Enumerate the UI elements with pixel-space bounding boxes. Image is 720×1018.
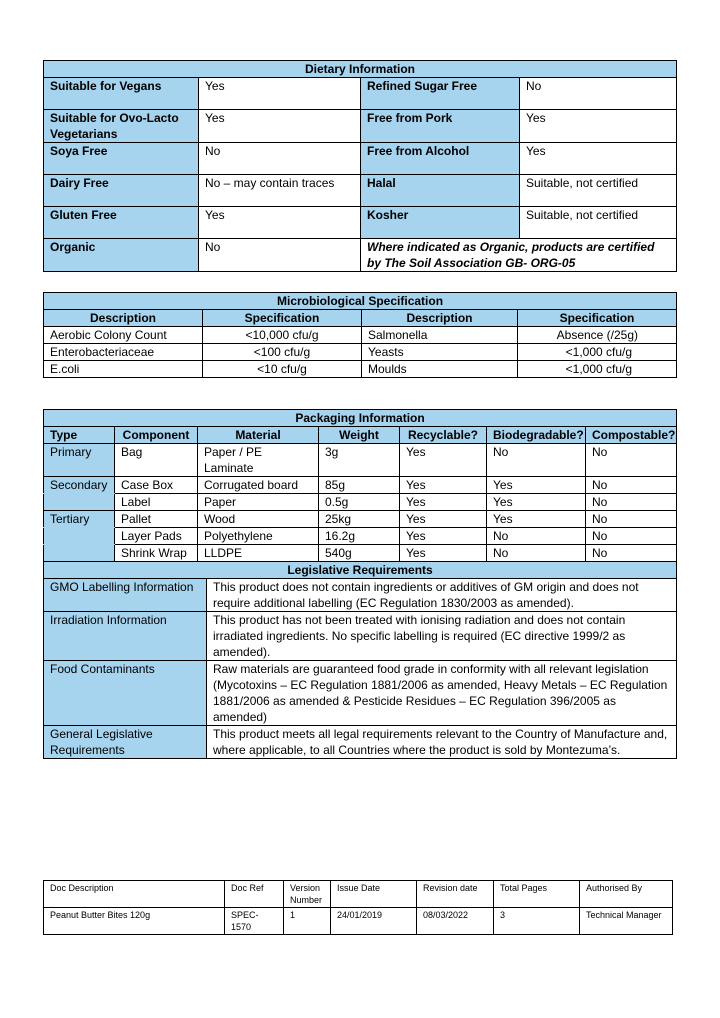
packaging-cell: Yes bbox=[400, 528, 487, 545]
packaging-cell: Yes bbox=[487, 511, 586, 528]
packaging-type: Tertiary bbox=[44, 511, 115, 528]
legislative-label: General Legislative Requirements bbox=[44, 726, 207, 759]
dietary-value: No bbox=[520, 78, 677, 110]
packaging-header: Material bbox=[198, 427, 319, 444]
packaging-cell: No bbox=[586, 494, 677, 511]
legislative-table bbox=[43, 561, 677, 759]
legislative-title: Legislative Requirements bbox=[44, 562, 677, 579]
packaging-cell: Shrink Wrap bbox=[115, 545, 198, 562]
packaging-cell: 3g bbox=[319, 444, 400, 477]
packaging-title: Packaging Information bbox=[44, 410, 677, 427]
dietary-value: Suitable, not certified bbox=[520, 207, 677, 239]
footer-value: Technical Manager bbox=[580, 908, 673, 935]
footer-value: 24/01/2019 bbox=[331, 908, 417, 935]
micro-cell: Yeasts bbox=[362, 344, 518, 361]
dietary-value: Yes bbox=[199, 207, 361, 239]
packaging-cell: No bbox=[586, 528, 677, 545]
dietary-value: No bbox=[199, 143, 361, 175]
legislative-text: This product meets all legal requirements relevant to the Country of Manufacture and, where applicable, to all Countries where the product is sold by Montezuma’s. bbox=[207, 726, 677, 759]
footer-header: Authorised By bbox=[580, 881, 673, 908]
packaging-cell: Corrugated board bbox=[198, 477, 319, 494]
footer-header: Issue Date bbox=[331, 881, 417, 908]
micro-cell: E.coli bbox=[44, 361, 203, 378]
packaging-type: Primary bbox=[44, 444, 115, 477]
footer-header: Revision date bbox=[417, 881, 494, 908]
legislative-text: This product has not been treated with ionising radiation and does not contain irradiated ingredients. No specific labelling is required (EC directive 1999/2 as amended). bbox=[207, 612, 677, 661]
legislative-text: Raw materials are guaranteed food grade in conformity with all relevant legislation (Mycotoxins – EC Regulation 1881/2006 as amended, Heavy Metals – EC Regulation 1881/2006 as amended & Pesticide Residues – EC Regulation 396/2005 as amended) bbox=[207, 661, 677, 726]
dietary-label: Suitable for Ovo-Lacto Vegetarians bbox=[44, 110, 199, 143]
footer-value: 1 bbox=[284, 908, 331, 935]
footer-header: Doc Ref bbox=[225, 881, 284, 908]
footer-header: Doc Description bbox=[44, 881, 225, 908]
footer-value: 08/03/2022 bbox=[417, 908, 494, 935]
packaging-cell: Pallet bbox=[115, 511, 198, 528]
dietary-label: Gluten Free bbox=[44, 207, 199, 239]
packaging-cell: No bbox=[487, 528, 586, 545]
packaging-header: Compostable? bbox=[586, 427, 677, 444]
packaging-type bbox=[44, 528, 115, 545]
micro-cell: <100 cfu/g bbox=[203, 344, 362, 361]
dietary-label: Halal bbox=[361, 175, 520, 207]
dietary-label: Free from Pork bbox=[361, 110, 520, 143]
packaging-cell: Yes bbox=[400, 444, 487, 477]
packaging-cell: Wood bbox=[198, 511, 319, 528]
packaging-cell: Label bbox=[115, 494, 198, 511]
organic-note: Where indicated as Organic, products are certified by The Soil Association GB- ORG-05 bbox=[361, 239, 677, 272]
micro-header: Specification bbox=[518, 310, 677, 327]
micro-cell: <10,000 cfu/g bbox=[203, 327, 362, 344]
micro-cell: <10 cfu/g bbox=[203, 361, 362, 378]
micro-cell: Absence (/25g) bbox=[518, 327, 677, 344]
dietary-value: No bbox=[199, 239, 361, 272]
packaging-type: Secondary bbox=[44, 477, 115, 494]
packaging-cell: Yes bbox=[487, 477, 586, 494]
packaging-cell: LLDPE bbox=[198, 545, 319, 562]
packaging-cell: Bag bbox=[115, 444, 198, 477]
packaging-type bbox=[44, 494, 115, 511]
packaging-cell: No bbox=[586, 511, 677, 528]
micro-header: Description bbox=[44, 310, 203, 327]
footer-value: 3 bbox=[494, 908, 580, 935]
dietary-value: Suitable, not certified bbox=[520, 175, 677, 207]
packaging-cell: Paper / PE Laminate bbox=[198, 444, 319, 477]
packaging-cell: Yes bbox=[400, 477, 487, 494]
document-footer-table bbox=[43, 880, 673, 935]
packaging-cell: No bbox=[487, 444, 586, 477]
micro-header: Specification bbox=[203, 310, 362, 327]
packaging-cell: Paper bbox=[198, 494, 319, 511]
packaging-cell: 0.5g bbox=[319, 494, 400, 511]
packaging-cell: 25kg bbox=[319, 511, 400, 528]
footer-value: Peanut Butter Bites 120g bbox=[44, 908, 225, 935]
legislative-label: GMO Labelling Information bbox=[44, 579, 207, 612]
dietary-label: Dairy Free bbox=[44, 175, 199, 207]
packaging-cell: 540g bbox=[319, 545, 400, 562]
packaging-cell: Yes bbox=[400, 494, 487, 511]
micro-cell: Aerobic Colony Count bbox=[44, 327, 203, 344]
packaging-cell: No bbox=[487, 545, 586, 562]
packaging-cell: No bbox=[586, 545, 677, 562]
packaging-cell: Yes bbox=[400, 545, 487, 562]
dietary-value: No – may contain traces bbox=[199, 175, 361, 207]
microbiological-table bbox=[43, 292, 677, 378]
packaging-header: Weight bbox=[319, 427, 400, 444]
packaging-header: Component bbox=[115, 427, 198, 444]
packaging-cell: 85g bbox=[319, 477, 400, 494]
footer-header: Total Pages bbox=[494, 881, 580, 908]
packaging-cell: Yes bbox=[487, 494, 586, 511]
packaging-header: Type bbox=[44, 427, 115, 444]
packaging-cell: Case Box bbox=[115, 477, 198, 494]
packaging-table bbox=[43, 409, 677, 562]
dietary-information-table bbox=[43, 60, 677, 272]
micro-cell: Moulds bbox=[362, 361, 518, 378]
dietary-value: Yes bbox=[199, 110, 361, 143]
dietary-label: Soya Free bbox=[44, 143, 199, 175]
footer-value: SPEC-1570 bbox=[225, 908, 284, 935]
dietary-label: Organic bbox=[44, 239, 199, 272]
packaging-cell: Polyethylene bbox=[198, 528, 319, 545]
dietary-label: Free from Alcohol bbox=[361, 143, 520, 175]
packaging-cell: Layer Pads bbox=[115, 528, 198, 545]
packaging-cell: 16.2g bbox=[319, 528, 400, 545]
packaging-cell: No bbox=[586, 444, 677, 477]
legislative-label: Food Contaminants bbox=[44, 661, 207, 726]
dietary-label: Refined Sugar Free bbox=[361, 78, 520, 110]
micro-title: Microbiological Specification bbox=[44, 293, 677, 310]
packaging-cell: No bbox=[586, 477, 677, 494]
packaging-cell: Yes bbox=[400, 511, 487, 528]
packaging-header: Recyclable? bbox=[400, 427, 487, 444]
micro-header: Description bbox=[362, 310, 518, 327]
footer-header: Version Number bbox=[284, 881, 331, 908]
micro-cell: <1,000 cfu/g bbox=[518, 344, 677, 361]
micro-cell: Enterobacteriaceae bbox=[44, 344, 203, 361]
dietary-value: Yes bbox=[520, 110, 677, 143]
packaging-header: Biodegradable? bbox=[487, 427, 586, 444]
dietary-value: Yes bbox=[520, 143, 677, 175]
dietary-label: Suitable for Vegans bbox=[44, 78, 199, 110]
legislative-text: This product does not contain ingredients or additives of GM origin and does not require additional labelling (EC Regulation 1830/2003 as amended). bbox=[207, 579, 677, 612]
packaging-type bbox=[44, 545, 115, 562]
dietary-value: Yes bbox=[199, 78, 361, 110]
legislative-label: Irradiation Information bbox=[44, 612, 207, 661]
micro-cell: <1,000 cfu/g bbox=[518, 361, 677, 378]
dietary-label: Kosher bbox=[361, 207, 520, 239]
dietary-title: Dietary Information bbox=[44, 61, 677, 78]
micro-cell: Salmonella bbox=[362, 327, 518, 344]
